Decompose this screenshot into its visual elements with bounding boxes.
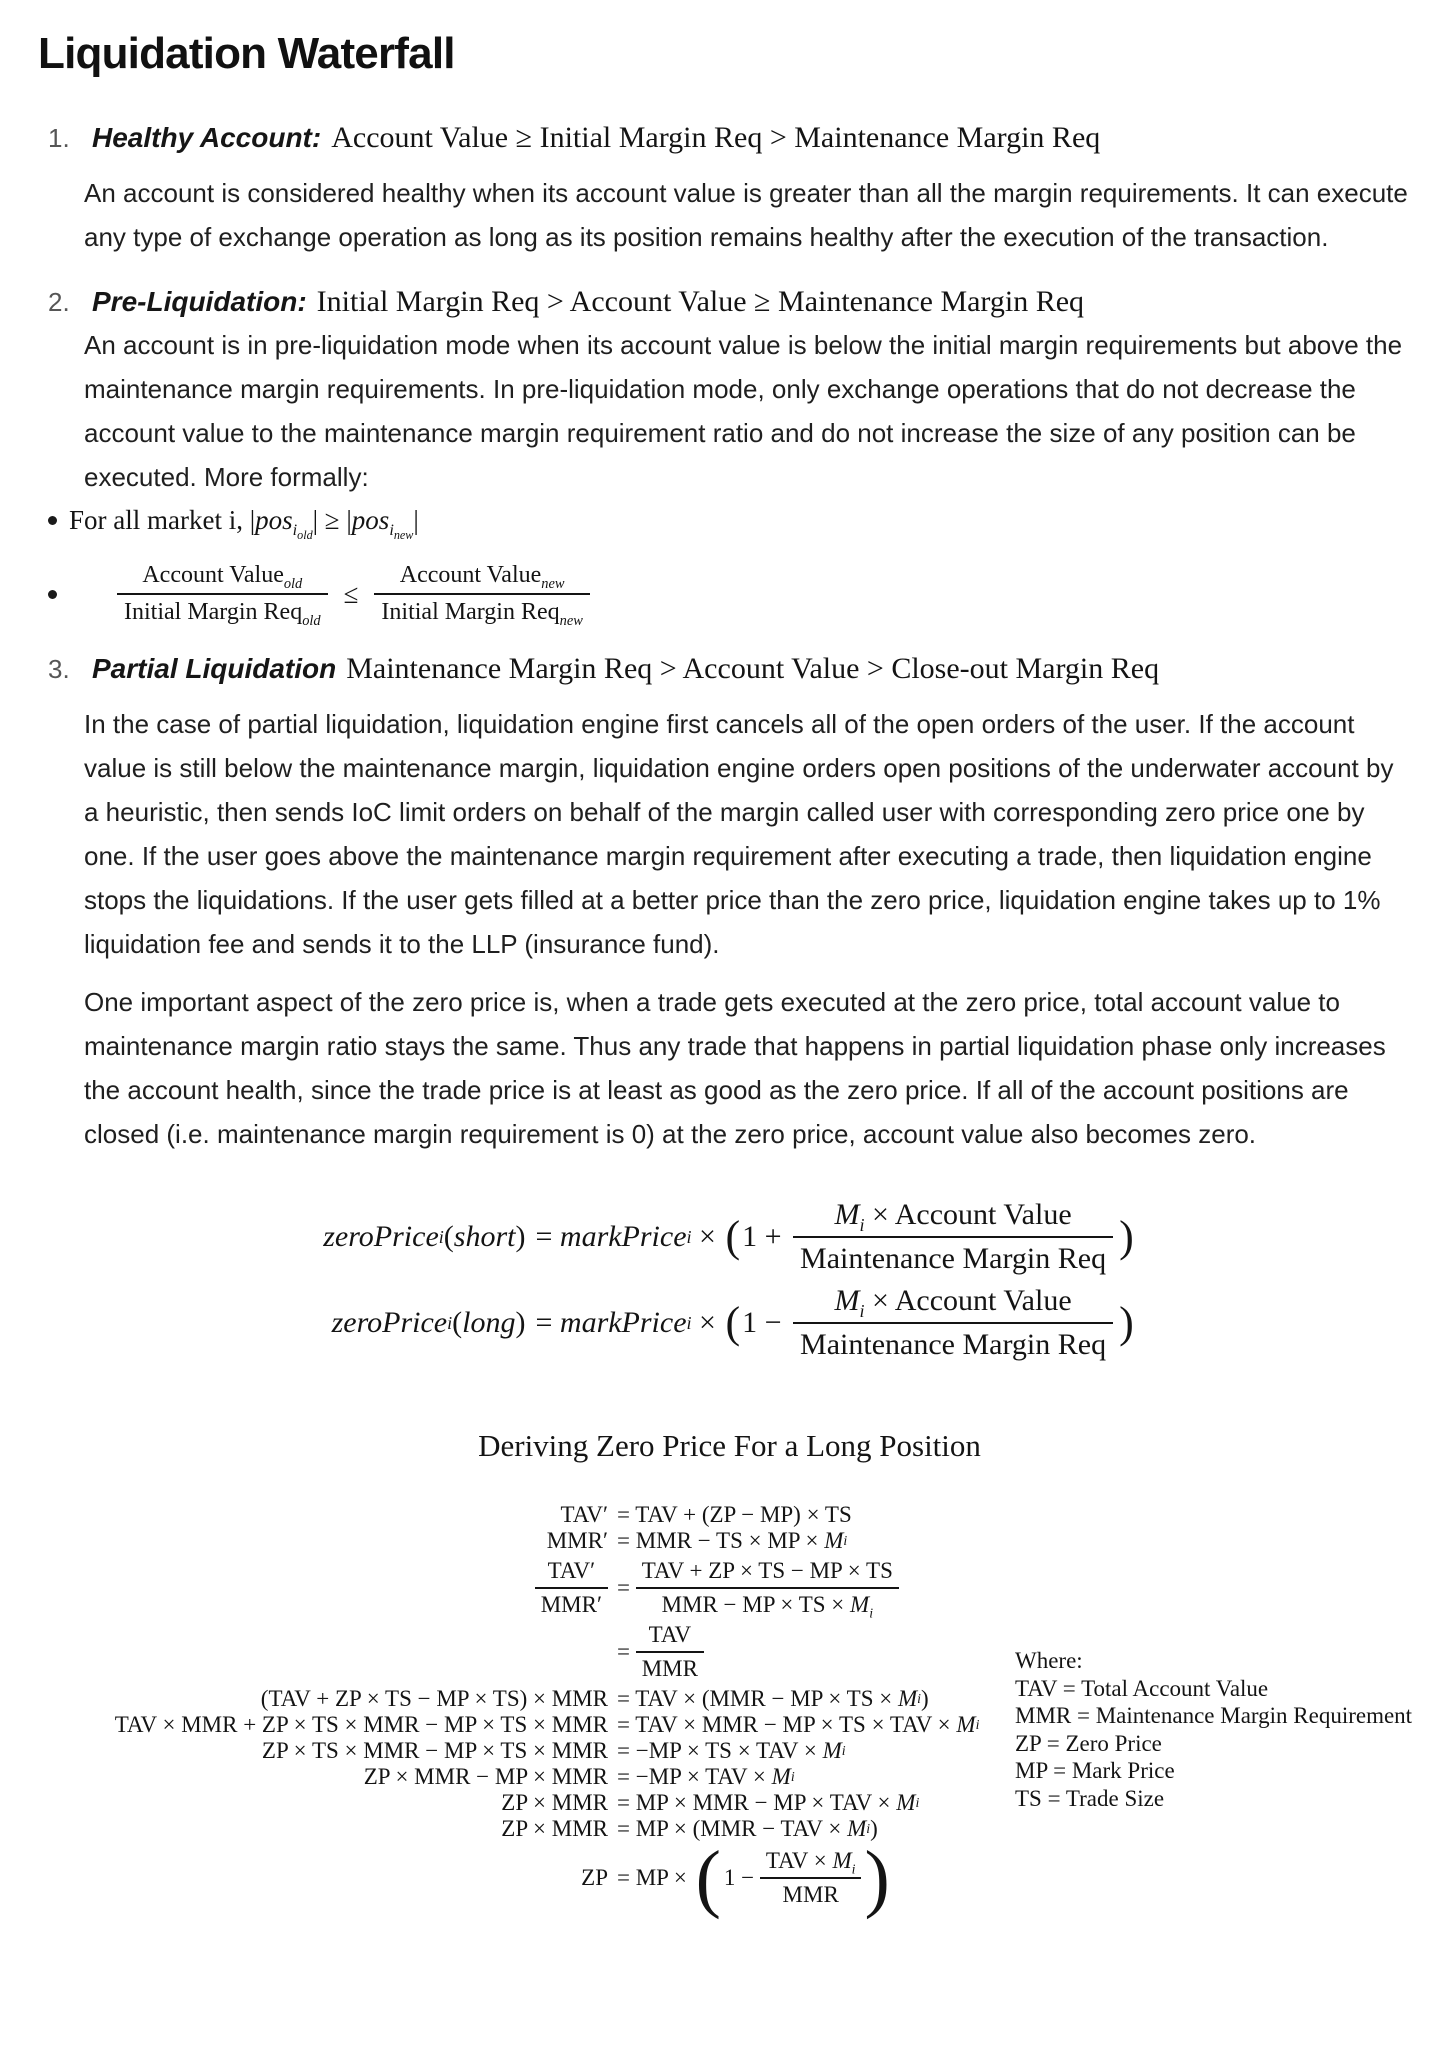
- item-heading: [48, 119, 1411, 157]
- denominator: Initial Margin Req$_{new}$: [374, 593, 589, 626]
- item-number: 3.: [48, 654, 70, 684]
- equation-lhs: [33, 1558, 608, 1618]
- geq-symbol: | ≥ |: [312, 505, 352, 535]
- where-def: MP = Mark Price: [1015, 1758, 1175, 1783]
- item-heading: [48, 650, 1411, 688]
- numbered-list: [48, 119, 1411, 1156]
- numerator: $M_i$ × Account Value: [834, 1198, 1072, 1235]
- where-def: TAV = Total Account Value: [1015, 1675, 1269, 1701]
- math-term: For all market i,: [69, 505, 250, 535]
- item-condition: Maintenance Margin Req > Account Value > Close-out Margin Req: [346, 652, 1160, 685]
- leq-symbol: ≤: [343, 578, 359, 609]
- equation-lhs: TAV′: [560, 1502, 608, 1527]
- derivation-block: [33, 1502, 1413, 1920]
- derivation-row: [33, 1528, 1411, 1554]
- item-label: Pre-Liquidation:: [92, 286, 307, 317]
- item-heading: [48, 283, 1411, 321]
- equation-rhs: = TAV × MMR − MP × TS × TAV × M i: [617, 1712, 980, 1737]
- derivation-heading: Deriving Zero Price For a Long Position: [478, 1428, 981, 1463]
- equation-lhs: ZP: [581, 1865, 608, 1890]
- equation-rhs: = −MP × TAV × M i: [617, 1764, 795, 1789]
- equation-rhs: = MP × ( 1 − $\frac{TAV \times M_i}{\text{MMR}}$ ): [617, 1836, 890, 1920]
- equation-lhs: ZP × MMR − MP × MMR: [363, 1764, 608, 1789]
- derivation-row: [33, 1502, 1411, 1528]
- zero-price-formulas: [48, 1196, 1411, 1364]
- bullet-icon: [48, 516, 57, 525]
- abs-bar: |: [413, 505, 419, 535]
- fraction-new: [374, 562, 589, 629]
- denominator: Initial Margin Req$_{old}$: [117, 593, 328, 626]
- fraction: [793, 1284, 1113, 1362]
- math-term: pos: [351, 505, 390, 535]
- denominator: Maintenance Margin Req: [793, 1236, 1113, 1276]
- fraction-old: [117, 562, 328, 629]
- fraction: [793, 1198, 1113, 1276]
- where-def: TS = Trade Size: [1015, 1785, 1165, 1811]
- item-number: 2.: [48, 287, 70, 317]
- item-label: Healthy Account:: [92, 122, 322, 153]
- equation-rhs: = TAV × (MMR − MP × TS × M i ): [617, 1686, 929, 1711]
- equation-rhs: = MMR − TS × MP × M i: [617, 1528, 848, 1553]
- item-label: Partial Liquidation: [92, 653, 337, 684]
- fraction: $\frac{\text{TAV}}{\text{MMR}}$: [636, 1622, 704, 1682]
- subscript: inew: [389, 521, 414, 543]
- zero-price-short-rhs: = markPrice i × ( 1 + $\frac{M_i \times Account Value}{\text{Maintenance Margin Req}}$ ): [535, 1198, 1134, 1275]
- list-item-healthy-account: [48, 119, 1411, 259]
- fraction: $\frac{\text{TAV + ZP × TS − MP × TS}}{MMR - MP \times TS \times M_i}$: [636, 1558, 899, 1618]
- item-number: 1.: [48, 123, 70, 153]
- derivation-final-row: [33, 1836, 1411, 1920]
- item-paragraph: In the case of partial liquidation, liquidation engine first cancels all of the open orders of the user. If the account value is still below the maintenance margin, liquidation engine orders open positions of the underwater account by a heuristic, then sends IoC limit orders on behalf of the margin called user with corresponding zero price one by one. If the user goes above the maintenance margin requirement after executing a trade, then liquidation engine stops the liquidations. If the user gets filled at a better price than the zero price, liquidation engine takes up to 1% liquidation fee and sends it to the LLP (insurance fund).: [84, 709, 1394, 959]
- zero-price-long-lhs: zeroPrice i ( long ): [331, 1306, 526, 1339]
- item-paragraph: One important aspect of the zero price is, when a trade gets executed at the zero price, total account value to maintenance margin ratio stays the same. Thus any trade that happens in partial liquidation phase only increases the account health, since the trade price is at least as good as the zero price. If all of the account positions are closed (i.e. maintenance margin requirement is 0) at the zero price, account value also becomes zero.: [84, 987, 1386, 1149]
- numerator: Account Value$_{new}$: [399, 562, 565, 592]
- equation-lhs: MMR′: [546, 1528, 608, 1553]
- numerator: Account Value$_{old}$: [142, 562, 303, 592]
- bullet-icon: [48, 590, 57, 599]
- equation-rhs: = MP × MMR − MP × TAV × M i: [617, 1790, 920, 1815]
- item-condition: Account Value ≥ Initial Margin Req > Maintenance Margin Req: [331, 121, 1101, 154]
- derivation-row: [33, 1816, 1411, 1842]
- numerator: $M_i$ × Account Value: [834, 1284, 1072, 1321]
- zero-price-short-lhs: zeroPrice i ( short ): [323, 1220, 526, 1253]
- equation-lhs: ZP × MMR: [501, 1790, 608, 1815]
- where-def: MMR = Maintenance Margin Requirement: [1015, 1703, 1413, 1728]
- item-paragraph: An account is considered healthy when its account value is greater than all the margin requirements. It can execute any type of exchange operation as long as its position remains healthy after the execution of the transaction.: [84, 178, 1408, 252]
- abs-bar: |: [249, 505, 256, 535]
- subscript: iold: [292, 521, 313, 543]
- formula-account-ratio-constraint: [48, 562, 1411, 629]
- formula-position-size-constraint: [48, 505, 1411, 543]
- equation-rhs: = $\frac{\text{TAV + ZP × TS − MP × TS}}{MMR - MP \times TS \times M_i}$: [608, 1558, 899, 1618]
- list-item-partial-liquidation: [48, 650, 1411, 1156]
- formula-text: [69, 505, 419, 543]
- equation-lhs: (TAV + ZP × TS − MP × TS) × MMR: [260, 1686, 608, 1711]
- math-term: pos: [255, 505, 293, 535]
- equation-lhs: ZP × MMR: [501, 1816, 608, 1841]
- item-condition: Initial Margin Req > Account Value ≥ Maintenance Margin Req: [316, 285, 1085, 318]
- equation-rhs: = TAV + (ZP − MP) × TS: [617, 1502, 852, 1527]
- equation-lhs: ZP × TS × MMR − MP × TS × MMR: [261, 1738, 608, 1763]
- zero-price-long-rhs: = markPrice i × ( 1 − $\frac{M_i \times Account Value}{\text{Maintenance Margin Req}}$ ): [535, 1284, 1134, 1361]
- page-title: Liquidation Waterfall: [38, 29, 455, 78]
- derivation-fraction-row: [33, 1558, 1411, 1621]
- where-def: ZP = Zero Price: [1015, 1730, 1162, 1756]
- equation-rhs: = −MP × TS × TAV × M i: [617, 1738, 846, 1763]
- list-item-pre-liquidation: [48, 283, 1411, 629]
- item-paragraph: An account is in pre-liquidation mode when its account value is below the initial margin requirements but above the maintenance margin requirements. In pre-liquidation mode, only exchange operations that do not decrease the account value to the maintenance margin requirement ratio and do not increase the size of any position can be executed. More formally:: [84, 330, 1403, 492]
- equation-lhs: TAV × MMR + ZP × TS × MMR − MP × TS × MMR: [114, 1712, 608, 1737]
- where-legend: [1015, 1647, 1412, 1812]
- fraction: $\frac{\text{TAV′}}{\text{MMR′}}$: [535, 1558, 608, 1618]
- fraction: $\frac{TAV \times M_i}{\text{MMR}}$: [760, 1848, 862, 1908]
- equation-rhs: = MP × (MMR − TAV × M i ): [617, 1816, 878, 1841]
- equation-rhs: = $\frac{\text{TAV}}{\text{MMR}}$: [608, 1622, 704, 1682]
- denominator: Maintenance Margin Req: [793, 1322, 1113, 1362]
- where-title: Where:: [1015, 1648, 1083, 1673]
